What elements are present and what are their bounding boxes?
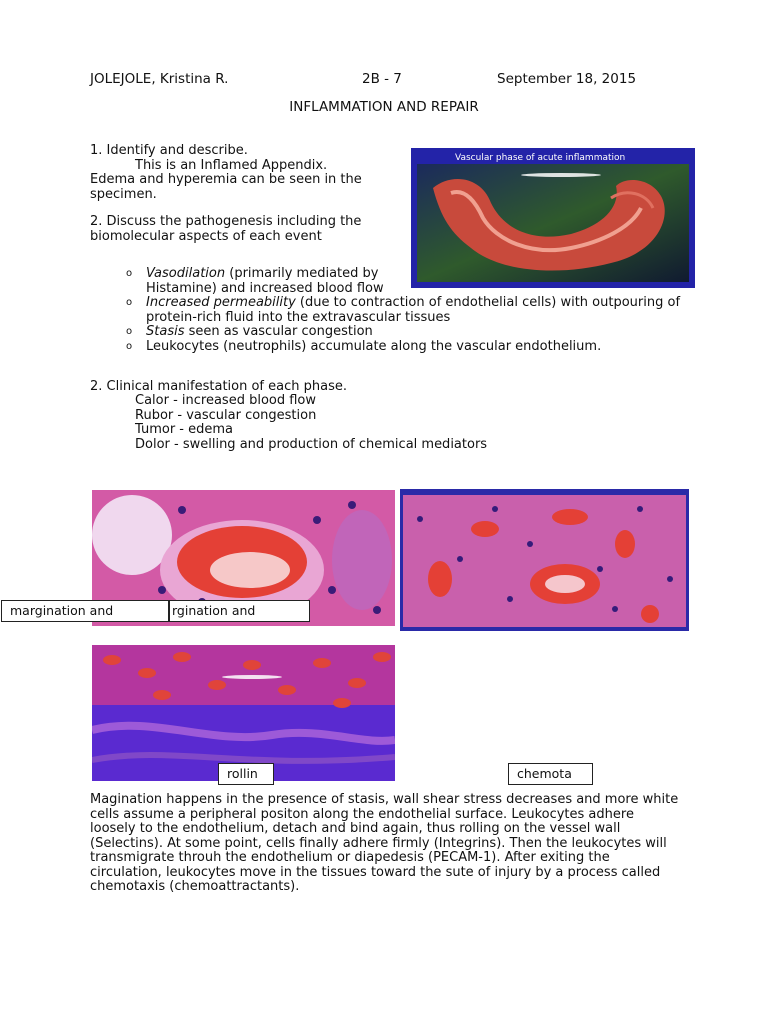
list-item [126,267,396,296]
list-item [126,340,726,355]
margination-label-2: rgination and [169,600,310,622]
bullet-text: (due to contraction of endothelial cells) with outpouring of protein-rich fluid into the extravascular tissues [146,295,681,325]
bullet-text: seen as vascular congestion [184,324,373,339]
bullet-marker: o [126,268,133,279]
bullet-text: (primarily mediated by Histamine) and increased blood flow [146,266,384,296]
student-section: 2B - 7 [362,71,402,87]
manifestation-calor: Calor - increased blood flow [135,393,317,408]
manifestation-dolor: Dolor - swelling and production of chemical mediators [135,436,488,452]
document-title: INFLAMMATION AND REPAIR [289,99,479,115]
margination-label-1: margination and [1,600,169,622]
clinical-manifestations [135,394,487,452]
question-1-line1: This is an Inflamed Appendix. [135,157,328,173]
question-1-heading: 1. Identify and describe. [90,143,248,158]
slide-caption: Vascular phase of acute inflammation [455,153,626,163]
bullet-term: Stasis [146,324,185,339]
bullet-marker: o [126,340,133,352]
bullet-marker: o [126,326,133,337]
bullet-text: Leukocytes (neutrophils) accumulate along the vascular endothelium. [146,338,602,354]
manifestation-rubor: Rubor - vascular congestion [135,407,317,423]
bullet-term: Vasodilation [146,266,226,281]
question-1 [90,144,390,202]
question-2-heading: 2. Discuss the pathogenesis including the biomolecular aspects of each event [90,214,362,244]
list-item [126,296,726,325]
bullet-term: Increased permeability [146,295,296,310]
student-name: JOLEJOLE, Kristina R. [90,71,229,87]
margination-photo-2 [400,489,689,631]
bullet-marker: o [126,297,133,308]
document-date: September 18, 2015 [497,71,637,87]
question-3-heading: 2. Clinical manifestation of each phase. [90,379,347,394]
question-1-line2: Edema and hyperemia can be seen in the specimen. [90,172,362,202]
leukocyte-events-paragraph: Magination happens in the presence of stasis, wall shear stress decreases and more white cells assume a peripheral positon along the endothelial surface. Leukocytes adhere loosely to the endothelium, detach and bind again, thus rolling on the vessel wall (Selectins). At some point, cells finally adhere firmly (Integrins). Then the leukocytes will transmigrate throuh the endothelium or diapedesis (PECAM-1). After exiting the circulation, leukocytes move in the tissues toward the sute of injury by a process called chemotaxis (chemoattractants). [90,792,679,894]
rolling-photo [92,645,395,781]
appendix-slide-photo [411,148,695,288]
chemotaxis-label: chemota [508,763,593,785]
list-item [126,325,726,340]
manifestation-tumor: Tumor - edema [135,422,234,437]
rolling-label: rollin [218,763,274,785]
